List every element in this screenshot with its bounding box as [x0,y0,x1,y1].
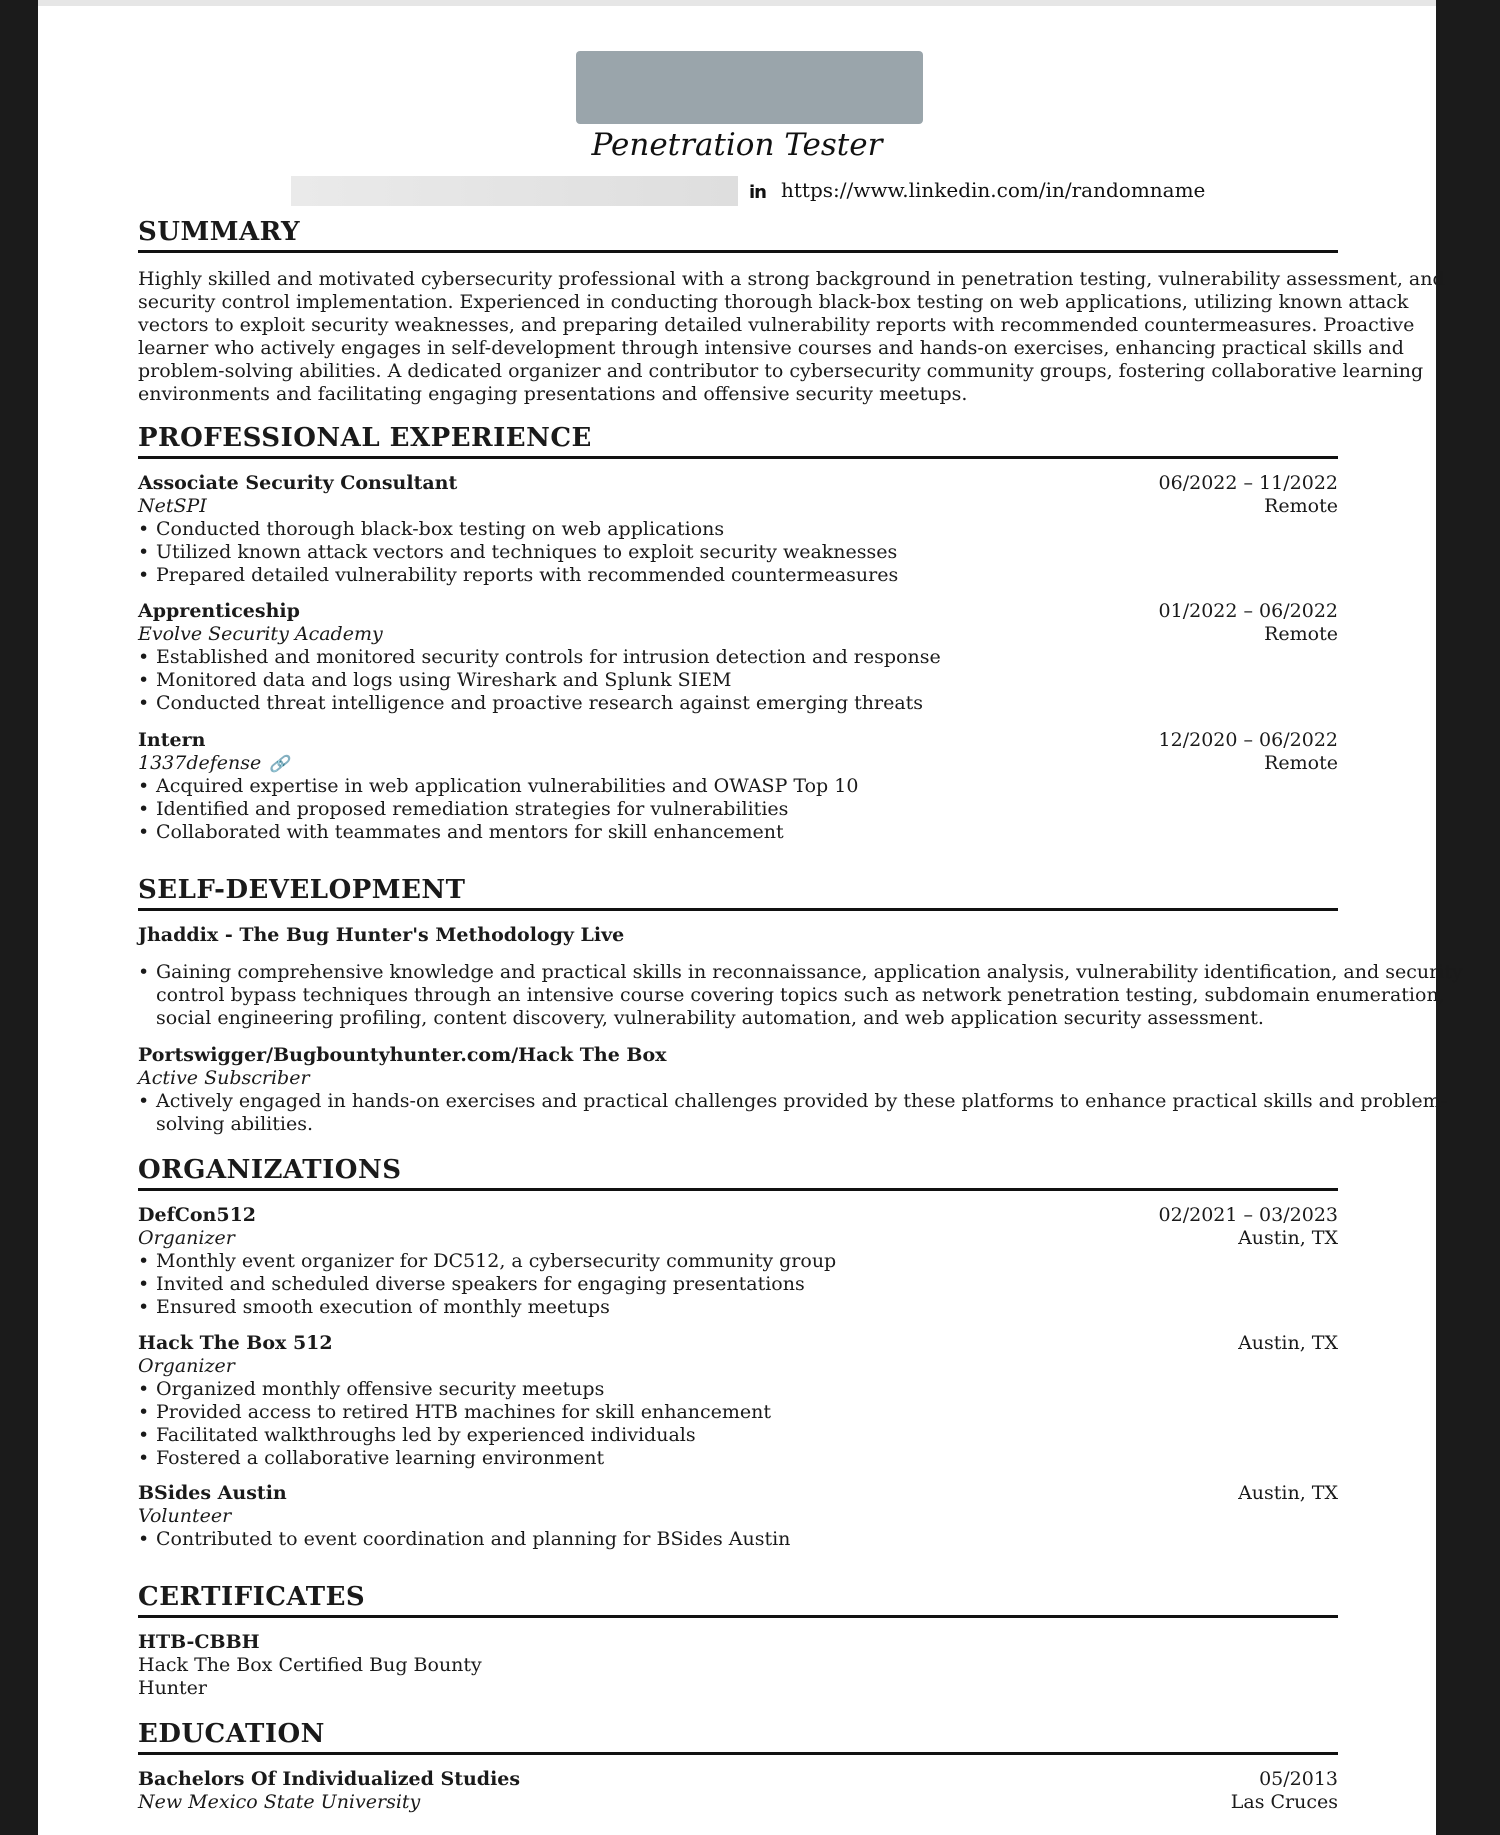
job-org: NetSPI [138,495,207,517]
job-dates: 01/2022 – 06/2022 [1158,600,1338,622]
summary-line: Highly skilled and motivated cybersecurity professional with a strong background in penetration testing, vulnerability assessment, and [138,268,1445,290]
org-location: Austin, TX [1238,1332,1338,1354]
job-bullet: • Monitored data and logs using Wireshark and Splunk SIEM [138,669,731,692]
job-bullet: • Established and monitored security controls for intrusion detection and response [138,646,941,669]
org-bullet: • Provided access to retired HTB machines for skill enhancement [138,1401,771,1424]
summary-line: problem-solving abilities. A dedicated organizer and contributor to cybersecurity community groups, fostering collaborative learning [138,360,1424,382]
section-title-summary: SUMMARY [138,216,1338,253]
summary-line: security control implementation. Experienced in conducting thorough black-box testing on web applications, utilizing known attack [138,291,1409,313]
job-org-name: 1337defense [138,752,262,774]
platform-name: Portswigger/Bugbountyhunter.com/Hack The Box [138,1044,667,1066]
resume-header [38,51,1436,211]
summary-line: learner who actively engages in self-development through intensive courses and hands-on exercises, enhancing practical skills and [138,337,1404,359]
job-role: Associate Security Consultant [138,472,458,494]
platform-bullet-cont: solving abilities. [156,1113,313,1135]
job-bullet: • Conducted threat intelligence and proactive research against emerging threats [138,692,923,715]
org-bullet: • Contributed to event coordination and planning for BSides Austin [138,1528,790,1551]
job-role: Intern [138,729,206,751]
org-bullet: • Facilitated walkthroughs led by experienced individuals [138,1424,696,1447]
cert-name: HTB-CBBH [138,1631,260,1653]
course-name: Jhaddix - The Bug Hunter's Methodology Live [138,924,625,946]
job-location: Remote [1264,752,1338,774]
job-bullet: • Collaborated with teammates and mentors for skill enhancement [138,821,784,844]
cert-desc: Hunter [138,1677,208,1699]
org-role: Organizer [138,1355,235,1377]
platform-bullet: • Actively engaged in hands-on exercises and practical challenges provided by these platforms to enhance practical skills and problem- [138,1090,1447,1113]
section-title-organizations: ORGANIZATIONS [138,1154,1338,1191]
cert-desc: Hack The Box Certified Bug Bounty [138,1654,482,1676]
org-role: Organizer [138,1227,235,1249]
org-bullet: • Invited and scheduled diverse speakers for engaging presentations [138,1273,805,1296]
org-dates: 02/2021 – 03/2023 [1158,1204,1338,1226]
resume-page [38,0,1463,1835]
job-bullet: • Utilized known attack vectors and techniques to exploit security weaknesses [138,541,897,564]
job-bullet: • Identified and proposed remediation strategies for vulnerabilities [138,798,788,821]
org-name: DefCon512 [138,1204,257,1226]
job-dates: 06/2022 – 11/2022 [1158,472,1338,494]
linkedin-icon: in [749,182,766,203]
job-bullet: • Prepared detailed vulnerability reports with recommended countermeasures [138,564,898,587]
org-location: Austin, TX [1238,1227,1338,1249]
contact-row [38,172,1436,206]
section-title-self-development: SELF-DEVELOPMENT [138,874,1338,911]
link-icon[interactable]: 🔗 [269,754,290,773]
section-title-experience: PROFESSIONAL EXPERIENCE [138,422,1338,459]
job-bullet: • Conducted thorough black-box testing on web applications [138,518,724,541]
edu-date: 05/2013 [1259,1768,1338,1790]
org-bullet: • Monthly event organizer for DC512, a cybersecurity community group [138,1250,836,1273]
job-location: Remote [1264,623,1338,645]
job-title: Penetration Tester [591,127,883,163]
summary-line: vectors to exploit security weaknesses, and preparing detailed vulnerability reports with recommended countermeasures. Proactive [138,314,1415,336]
degree: Bachelors Of Individualized Studies [138,1768,521,1790]
org-location: Austin, TX [1238,1482,1338,1504]
job-role: Apprenticeship [138,600,300,622]
job-dates: 12/2020 – 06/2022 [1158,729,1338,751]
platform-sub: Active Subscriber [138,1067,310,1089]
job-org [138,752,289,775]
section-title-education: EDUCATION [138,1718,1338,1755]
course-bullet-cont: control bypass techniques through an intensive course covering topics such as network penetration testing, subdomain enumeration, [156,984,1445,1006]
job-location: Remote [1264,495,1338,517]
section-title-certificates: CERTIFICATES [138,1581,1338,1618]
job-bullet: • Acquired expertise in web application vulnerabilities and OWASP Top 10 [138,775,858,798]
redacted-contact-info [291,176,738,206]
job-org: Evolve Security Academy [138,623,383,645]
org-bullet: • Fostered a collaborative learning environment [138,1447,604,1470]
school: New Mexico State University [138,1791,421,1813]
summary-line: environments and facilitating engaging presentations and offensive security meetups. [138,383,968,405]
org-name: Hack The Box 512 [138,1332,333,1354]
redacted-name [576,51,923,124]
course-bullet-cont: social engineering profiling, content discovery, vulnerability automation, and web application security assessment. [156,1007,1264,1029]
org-bullet: • Organized monthly offensive security meetups [138,1378,604,1401]
linkedin-link[interactable]: https://www.linkedin.com/in/randomname [781,178,1206,202]
edu-location: Las Cruces [1230,1791,1338,1813]
org-name: BSides Austin [138,1482,287,1504]
course-bullet: • Gaining comprehensive knowledge and practical skills in reconnaissance, application analysis, vulnerability identification, and security [138,961,1463,984]
org-role: Volunteer [138,1505,232,1527]
org-bullet: • Ensured smooth execution of monthly meetups [138,1296,610,1319]
